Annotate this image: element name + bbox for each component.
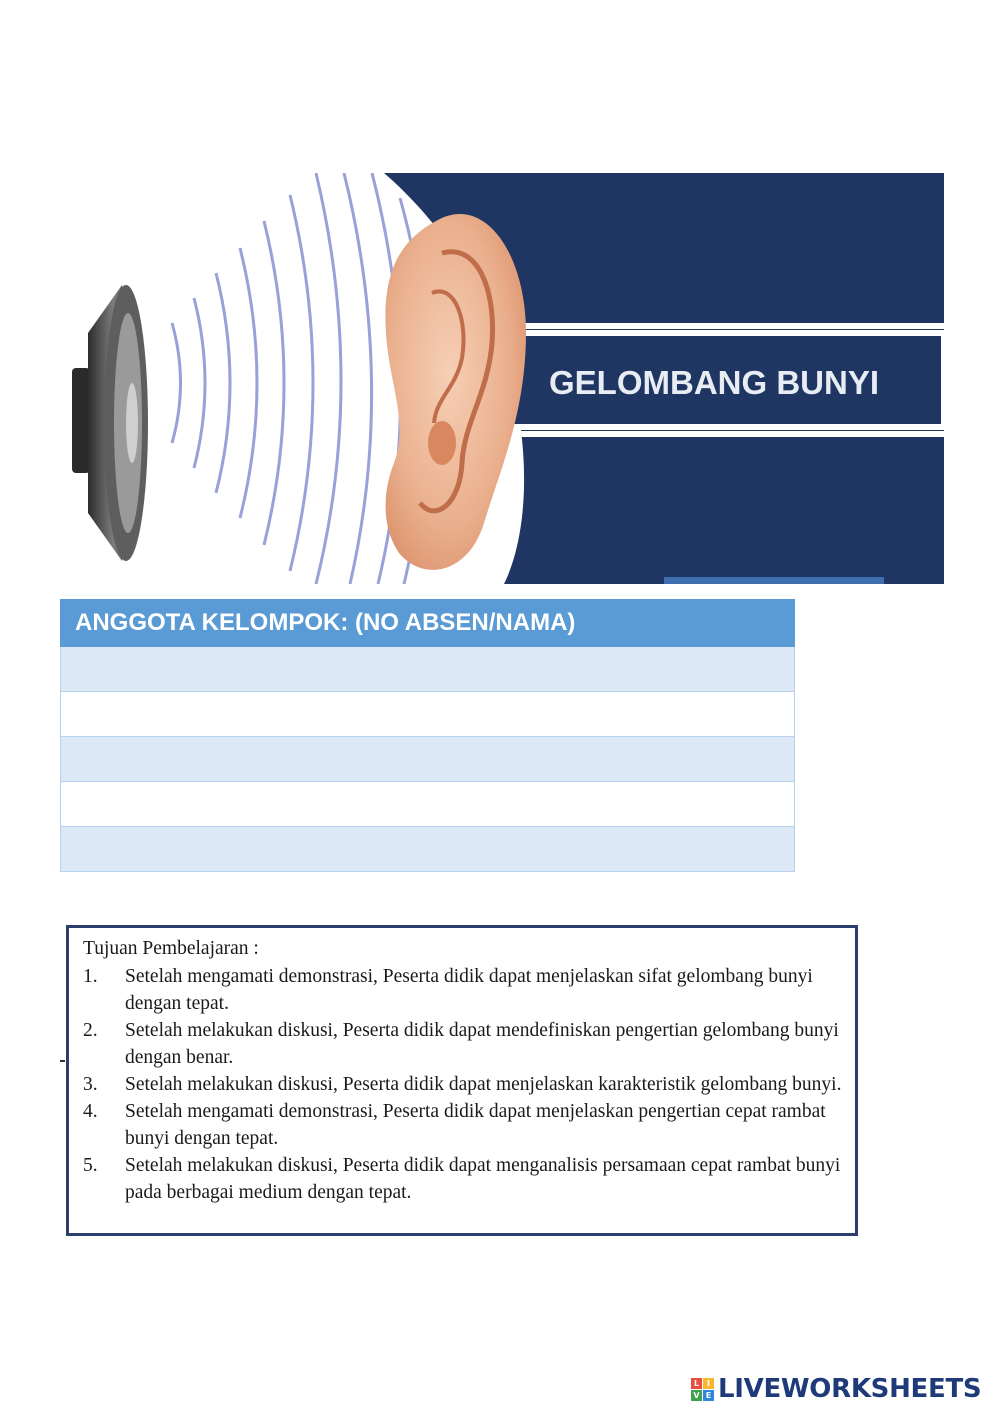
table-header-row [61, 600, 795, 647]
brand-wordmark: LIVEWORKSHEETS [718, 1374, 982, 1404]
list-item: 2. Setelah melakukan diskusi, Peserta didik dapat mendefiniskan pengertian gelombang bunyi dengan benar. [83, 1020, 839, 1068]
banner-image [64, 173, 944, 584]
banner-title: GELOMBANG BUNYI [549, 364, 879, 401]
table-row[interactable] [61, 782, 795, 827]
objectives-title: Tujuan Pembelajaran : [83, 938, 259, 959]
member-entry-3[interactable] [61, 737, 795, 782]
table-row[interactable] [61, 692, 795, 737]
table-row[interactable] [61, 737, 795, 782]
divider-mark [60, 1060, 65, 1062]
liveworksheets-logo-icon: L I V E [691, 1378, 714, 1401]
group-members-table [60, 599, 795, 872]
learning-objectives-box [66, 925, 858, 1236]
member-entry-5[interactable] [61, 827, 795, 872]
objectives-list [83, 963, 845, 1206]
list-item: 4. Setelah mengamati demonstrasi, Peserta didik dapat menjelaskan pengertian cepat rambat bunyi dengan tepat. [83, 1101, 826, 1149]
table-header: ANGGOTA KELOMPOK: (NO ABSEN/NAMA) [61, 600, 795, 647]
table-row[interactable] [61, 647, 795, 692]
member-entry-1[interactable] [61, 647, 795, 692]
member-entry-4[interactable] [61, 782, 795, 827]
sound-wave-illustration [64, 173, 944, 584]
table-row[interactable] [61, 827, 795, 872]
list-item: 5. Setelah melakukan diskusi, Peserta didik dapat menganalisis persamaan cepat rambat bunyi pada berbagai medium dengan tepat. [83, 1155, 841, 1203]
list-item: 1. Setelah mengamati demonstrasi, Peserta didik dapat menjelaskan sifat gelombang bunyi dengan tepat. [83, 966, 813, 1014]
liveworksheets-brand[interactable] [691, 1373, 981, 1405]
member-entry-2[interactable] [61, 692, 795, 737]
list-item: 3. Setelah melakukan diskusi, Peserta didik dapat menjelaskan karakteristik gelombang bunyi. [83, 1074, 842, 1095]
